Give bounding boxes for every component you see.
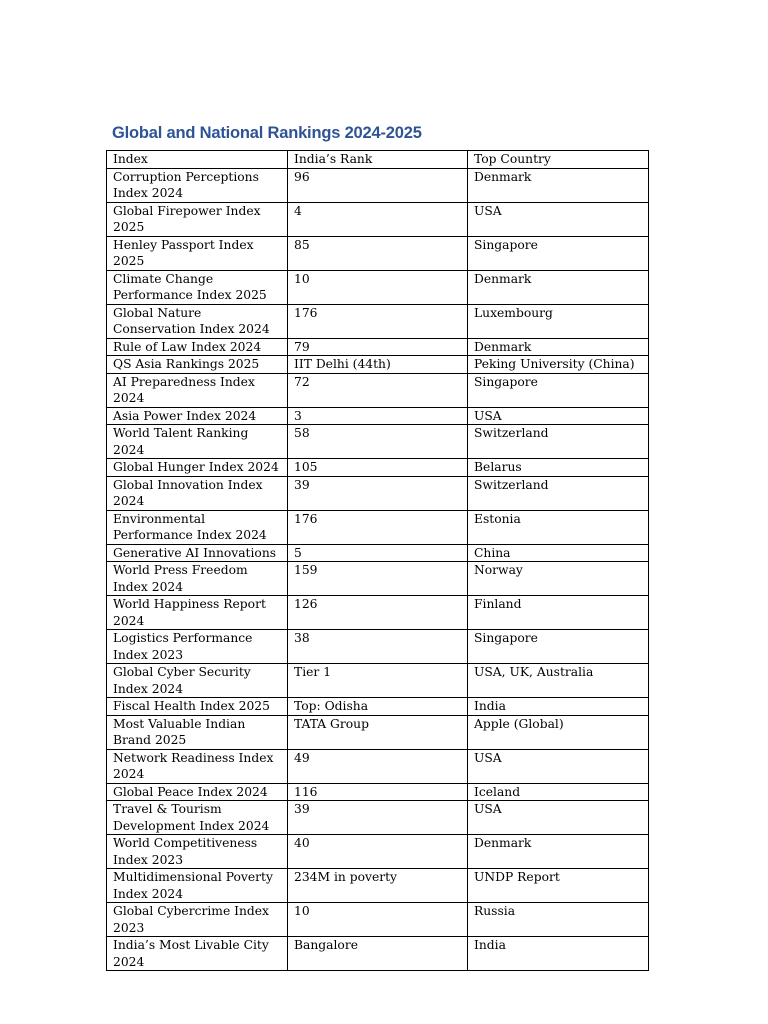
cell-top-country: UNDP Report [468,869,649,903]
cell-india-rank: 49 [288,749,468,783]
cell-india-rank: TATA Group [288,715,468,749]
cell-top-country: Singapore [468,236,649,270]
header-row [107,151,649,169]
table-row [107,338,649,356]
cell-index-name: Multidimensional Poverty Index 2024 [107,869,288,903]
cell-index-name: Global Cyber Security Index 2024 [107,664,288,698]
table-header [107,151,649,169]
cell-index-name: Corruption Perceptions Index 2024 [107,168,288,202]
cell-india-rank: Bangalore [288,937,468,971]
table-row [107,903,649,937]
cell-top-country: Singapore [468,373,649,407]
cell-india-rank: 96 [288,168,468,202]
cell-india-rank: 72 [288,373,468,407]
table-row [107,630,649,664]
table-row [107,236,649,270]
cell-top-country: Denmark [468,338,649,356]
table-row [107,562,649,596]
cell-top-country: Singapore [468,630,649,664]
cell-index-name: Asia Power Index 2024 [107,407,288,425]
column-header-india-rank: India’s Rank [288,151,468,169]
table-row [107,664,649,698]
cell-top-country: Luxembourg [468,304,649,338]
cell-index-name: Logistics Performance Index 2023 [107,630,288,664]
table-row [107,510,649,544]
cell-top-country: Norway [468,562,649,596]
cell-india-rank: 234M in poverty [288,869,468,903]
cell-top-country: Switzerland [468,425,649,459]
cell-india-rank: 39 [288,801,468,835]
table-row [107,407,649,425]
column-header-index: Index [107,151,288,169]
cell-india-rank: 5 [288,544,468,562]
cell-india-rank: Top: Odisha [288,698,468,716]
cell-top-country: Estonia [468,510,649,544]
cell-index-name: World Competitiveness Index 2023 [107,835,288,869]
cell-top-country: Denmark [468,270,649,304]
cell-india-rank: 4 [288,202,468,236]
table-row [107,304,649,338]
cell-index-name: Climate Change Performance Index 2025 [107,270,288,304]
cell-india-rank: 39 [288,476,468,510]
column-header-top-country: Top Country [468,151,649,169]
cell-india-rank: 40 [288,835,468,869]
cell-index-name: AI Preparedness Index 2024 [107,373,288,407]
cell-top-country: Switzerland [468,476,649,510]
cell-india-rank: 126 [288,596,468,630]
cell-india-rank: 85 [288,236,468,270]
cell-top-country: USA [468,749,649,783]
cell-top-country: Denmark [468,835,649,869]
cell-top-country: Finland [468,596,649,630]
cell-india-rank: 38 [288,630,468,664]
table-row [107,270,649,304]
table-row [107,476,649,510]
cell-india-rank: 79 [288,338,468,356]
cell-top-country: USA, UK, Australia [468,664,649,698]
cell-top-country: USA [468,801,649,835]
cell-top-country: Peking University (China) [468,356,649,374]
cell-index-name: Global Cybercrime Index 2023 [107,903,288,937]
cell-index-name: Fiscal Health Index 2025 [107,698,288,716]
cell-top-country: USA [468,202,649,236]
cell-top-country: China [468,544,649,562]
cell-index-name: Global Innovation Index 2024 [107,476,288,510]
cell-index-name: Network Readiness Index 2024 [107,749,288,783]
table-row [107,715,649,749]
cell-india-rank: 159 [288,562,468,596]
cell-top-country: Russia [468,903,649,937]
cell-top-country: Denmark [468,168,649,202]
table-row [107,202,649,236]
table-row [107,698,649,716]
cell-index-name: Henley Passport Index 2025 [107,236,288,270]
cell-india-rank: 58 [288,425,468,459]
cell-india-rank: 176 [288,510,468,544]
cell-index-name: QS Asia Rankings 2025 [107,356,288,374]
cell-top-country: USA [468,407,649,425]
cell-index-name: World Press Freedom Index 2024 [107,562,288,596]
cell-india-rank: IIT Delhi (44th) [288,356,468,374]
table-row [107,596,649,630]
cell-index-name: Environmental Performance Index 2024 [107,510,288,544]
table-row [107,544,649,562]
cell-index-name: Global Hunger Index 2024 [107,459,288,477]
table-row [107,835,649,869]
cell-index-name: World Happiness Report 2024 [107,596,288,630]
cell-index-name: Most Valuable Indian Brand 2025 [107,715,288,749]
table-row [107,801,649,835]
cell-top-country: India [468,698,649,716]
table-row [107,168,649,202]
cell-top-country: Iceland [468,783,649,801]
cell-index-name: Generative AI Innovations [107,544,288,562]
cell-index-name: India’s Most Livable City 2024 [107,937,288,971]
cell-top-country: India [468,937,649,971]
cell-india-rank: 105 [288,459,468,477]
cell-top-country: Apple (Global) [468,715,649,749]
cell-index-name: Global Firepower Index 2025 [107,202,288,236]
cell-india-rank: 10 [288,903,468,937]
cell-index-name: Global Peace Index 2024 [107,783,288,801]
cell-india-rank: 176 [288,304,468,338]
table-row [107,459,649,477]
cell-india-rank: 10 [288,270,468,304]
table-row [107,356,649,374]
table-row [107,749,649,783]
cell-index-name: Rule of Law Index 2024 [107,338,288,356]
table-row [107,937,649,971]
cell-index-name: Travel & Tourism Development Index 2024 [107,801,288,835]
cell-top-country: Belarus [468,459,649,477]
cell-index-name: World Talent Ranking 2024 [107,425,288,459]
cell-india-rank: 3 [288,407,468,425]
table-row [107,783,649,801]
rankings-table [106,150,649,971]
table-row [107,373,649,407]
cell-india-rank: 116 [288,783,468,801]
document-title: Global and National Rankings 2024-2025 [112,124,422,142]
cell-india-rank: Tier 1 [288,664,468,698]
table-body [107,168,649,971]
table-row [107,869,649,903]
table-row [107,425,649,459]
cell-index-name: Global Nature Conservation Index 2024 [107,304,288,338]
